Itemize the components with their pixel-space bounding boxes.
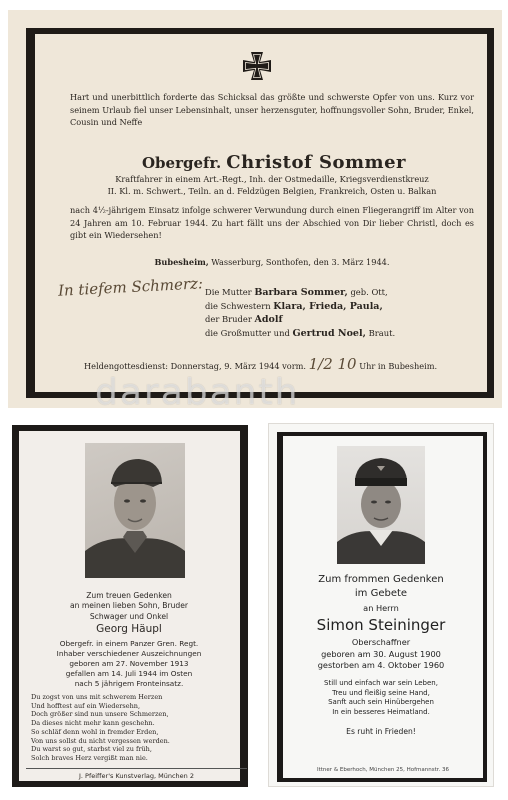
publisher-line: J. Pfeiffer's Kunstverlag, München 2 <box>26 768 247 780</box>
death-date: gestorben am 4. Oktober 1960 <box>317 660 445 670</box>
birth-date: geboren am 30. August 1900 <box>321 649 441 659</box>
memorial-card-haeupl <box>12 425 248 787</box>
card-inner <box>19 431 240 781</box>
place-bold: Bubesheim, <box>154 257 209 267</box>
death-notice-sommer <box>8 10 502 408</box>
man-portrait-photo <box>337 446 425 564</box>
dedication: Zum treuen Gedenken an meinen lieben Sohn, Bruder Schwager und Onkel <box>69 591 189 621</box>
rank-line-2: II. Kl. m. Schwert., Teiln. an d. Feldzügen Belgien, Frankreich, Osten u. Balkan <box>107 186 437 196</box>
dedication-sub: im Gebete <box>354 588 408 599</box>
family-line: Die Mutter Barbara Sommer, geb. Ott, <box>205 287 388 298</box>
intro-paragraph: Hart und unerbittlich forderte das Schicksal das größte und schwerste Opfer von uns. Kurz vor seinem Urlaub fiel unser Lebensinhalt, unser herzensguter, hoffnungsvoller Sohn, Bruder, Enkel, Cousin und Neffe <box>70 92 474 127</box>
place-date <box>70 256 474 268</box>
rank-line-1: Kraftfahrer in einem Art.-Regt., Inh. der Ostmedaille, Kriegsverdienstkreuz <box>115 174 429 184</box>
details: Obergefr. in einem Panzer Gren. Regt. Inhaber verschiedener Auszeichnungen geboren am 27. November 1913 gefallen am 14. Juli 1944 im Osten nach 5 jährigem Fronteinsatz. <box>56 639 202 688</box>
name-text: Christof Sommer <box>226 152 407 173</box>
memorial-service-line: Heldengottesdienst: Donnerstag, 9. März 1944 vorm. 1/2 10 Uhr in Bubesheim. <box>84 355 438 373</box>
family-line: die Großmutter und Gertrud Noel, Braut. <box>205 327 396 339</box>
dedication-to: an Herrn <box>363 603 399 613</box>
poem: Du zogst von uns mit schwerem Herzen Und hofftest auf ein Wiedersehn, Doch größer sind nun unsere Schmerzen, Da dieses nicht mehr kann geschehn. So schläf denn wohl in fremder Erden, Von uns sollst du nicht vergessen werden. Du warst so gut, starbst viel zu früh, Solch braves Herz vergißt man nie. <box>31 693 170 762</box>
family-line: die Schwestern Klara, Frieda, Paula, <box>205 300 383 312</box>
poem: Still und einfach war sein Leben, Treu und fleißig seine Hand, Sanft auch sein Hinübergehen In ein besseres Heimatland. <box>324 679 438 716</box>
memorial-card-steininger <box>268 423 494 787</box>
family-line: der Bruder Adolf <box>205 314 283 325</box>
family-list <box>205 286 395 340</box>
place-rest: Wasserburg, Sonthofen, den 3. März 1944. <box>211 257 390 267</box>
soldier-portrait-photo <box>85 443 185 578</box>
closing-line: Es ruht in Frieden! <box>346 727 416 736</box>
handwritten-signature: In tiefem Schmerz: <box>57 274 204 300</box>
deceased-name: Georg Häupl <box>96 623 162 635</box>
deceased-name: Simon Steininger <box>316 616 446 634</box>
publisher-line: Ittner & Eberhoch, München 25, Hofmannstr. 36 <box>317 767 449 773</box>
dedication-head: Zum frommen Gedenken <box>318 574 444 585</box>
handwritten-time: 1/2 10 <box>308 355 357 373</box>
death-paragraph: nach 4½-jährigem Einsatz infolge schwerer Verwundung durch einen Fliegerangriff im Alter von 24 Jahren am 10. Februar 1944. Zu hart fällt uns der Abschied von Dir lieber Christl, doch es gibt ein Wiedersehen! <box>70 205 474 240</box>
iron-cross-icon <box>241 50 273 82</box>
occupation: Oberschaffner <box>351 637 411 647</box>
watermark: darabanth <box>95 372 300 413</box>
deceased-name <box>68 152 480 173</box>
rank-prefix: Obergefr. <box>141 154 222 172</box>
